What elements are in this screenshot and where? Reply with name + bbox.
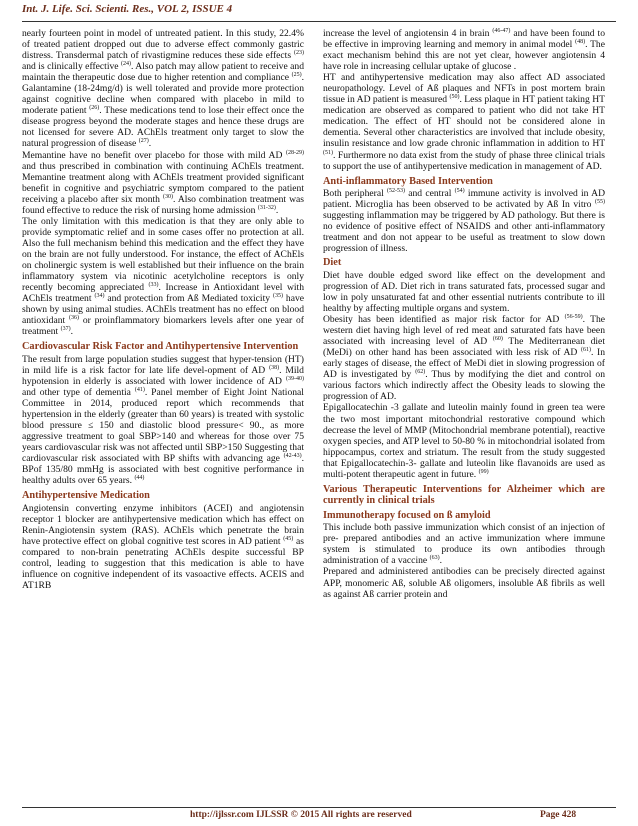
paragraph: increase the level of angiotensin 4 in brain $^{(46-47)}$ and have been found to be effective in improving learning and memory in animal model $^{(48)}$. The exact mechanism behind this are not yet clear, however angiotensin 4 have role in increasing cellular uptake of glucose . (323, 28, 605, 73)
section-heading-diet: Diet (323, 257, 342, 269)
footer-text: http://ijlssr.com IJLSSR © 2015 All rights are reserved (190, 810, 412, 820)
paragraph: The result from large population studies suggest that hyper-tension (HT) in mild life is a risk factor for late life devel-opment of AD $^{(38)}$. Mild hypotension in elderly is associated with lower incidence of AD $^{(39-40)}$ and other type of dementia $^{(41)}$. Panel member of Eight Joint National Committee in 2014, produced report which recommends that hypertension in the elderly (greater than 60 years) is treated with systolic blood pressure ≤ 150 and diastolic blood pressure< 90., as more aggressive treatment to goal SBP>140 and whereas for those over 75 years cardiovascular risk was not affected until SBP>150 Suggesting that cardiovascular risk associated with BP shifts with advancing age $^{(42-43)}$. BPof 135/80 mmHg is associated with best cognitive performance in healthy adults over 65 years. $^{(44)}$ (22, 353, 305, 487)
paragraph: HT and antihypertensive medication may also affect AD associated neuropathology. Level of Aß plaques and NFTs in post mortem brain tissue in AD patient is measured $^{(50)}$. Less plaque in HT patient taking HT medication are observed as compared to patient who did not take HT medication. The effect of HT should not be considered alone in dementia. Several other characteristics are involved that include obesity, insulin resistance and low grade chronic inflammation in addition to HT $^{(51)}$. Furthermore no data exist from the study of phase three clinical trials to support the use of antihypertensive medication in management of AD. (323, 72, 605, 172)
paragraph: Angiotensin converting enzyme inhibitors (ACEI) and angiotensin receptor 1 blocker are antihypertensive medication which has effect on Renin-Angiotensin system (RAS). AChEls which penetrate the brain have protective effect on global cognitive test scores in AD patient $^{(45)}$ as compared to non-brain penetrating AChEls despite successful BP control, leading to suggestion that this medication is able to have influence on cognitive independent of its vasoactive effects. ACEIS and AT1RB (22, 502, 304, 592)
paragraph: Epigallocatechin -3 gallate and luteolin mainly found in green tea were the two most important mitochondrial restorative compound which decrease the level of MMP (Mitochondrial membrane potential), reactive oxygen species, and ATP level to 50-80 % in mitochondrial isolated from hippocampus, cortex and striatum. The result from the study suggested that Epigallocatechin-3- gallate and luteolin like flavanoids are used as multi-potent therapeutic agent in future. $^{(99)}$ (323, 402, 605, 480)
section-heading-antihypertensive: Antihypertensive Medication (22, 490, 150, 502)
left-column (22, 28, 304, 591)
paragraph: Both peripheral $^{(52-53)}$ and central $^{(54)}$ immune activity is involved in AD patient. Microglia has been observed to be activated by Aß In vitro $^{(55)}$ suggesting inflammation may be triggered by AD pathology. But there is no evidence of positive effect of NSAIDS and other anti-inflammatory treatment and don not appear to be useful as treatment to slow down progression of illness. (323, 188, 606, 255)
paragraph: This include both passive immunization which consist of an injection of pre- prepared antibodies and an active immunization where immune system is stimulated to produce its own antibodies through administration of a vaccine $^{(63)}$. (323, 522, 605, 567)
footer-rule (22, 807, 616, 808)
paragraph: Diet have double edged sword like effect on the development and progression of AD. Diet rich in trans saturated fats, processed sugar and low in poly unsaturated fat and other essential nutrients contribute to ill healthy by affecting multiple organs and system. (323, 269, 605, 315)
page-number: Page 428 (540, 810, 577, 820)
paragraph: The only limitation with this medication is that they are only able to provide symptomatic relief and in some cases offer no protection at all. Also the full mechanism behind this medication and the effect they have on the brain are not fully understood. For instance, the effect of AChEls on cholinergic system is well established but their influence on the brain inflammatory system via nicotinic acetylcholine receptors is only recently becoming appreciated $^{(33)}$. Increase in Antioxidant level with AChEls treatment $^{(34)}$ and protection from Aß Mediated toxicity $^{(35)}$ have shown by using animal studies. AChEls treatment has no effect on blood antioxidant $^{(36)}$ or proinflammatory biomarkers levels after one year of treatment $^{(37)}$. (22, 215, 305, 338)
paragraph: Prepared and administered antibodies can be precisely directed against APP, monomeric Aß, soluble Aß oligomers, insoluble Aß fibrils as well as against Aß carrier protein and (323, 566, 605, 600)
section-heading-immunotherapy: Immunotherapy focused on ß amyloid (323, 509, 491, 521)
paragraph: Obesity has been identified as major risk factor for AD $^{(56-59)}$. The western diet having high level of red meat and saturated fats have been associated with increasing level of AD $^{(60)}$ The Mediterranean diet (MeDi) on other hand has been associated with less risk of AD $^{(61)}$. In early stages of disease, the effect of MeDi diet in slowing progression of AD is investigated by $^{(62)}$. Thus by modifying the diet and control on various factors which indirectly affect the Obesity leads to slowing the progression of AD. (323, 314, 606, 403)
header-rule (22, 21, 616, 22)
section-heading-anti-inflammatory: Anti-inflammatory Based Intervention (323, 175, 493, 187)
paragraph: Memantine have no benefit over placebo for those with mild AD $^{(28-29)}$ and thus prescribed in combination with continuing AChEls treatment. Memantine treatment along with AChEls treatment provided significant benefit in cognitive and psychiatric symptom compared to the patient receiving a placebo after six month $^{(30)}$. Also combination treatment was found effective to reduce the risk of nursing home admission $^{(31-32)}$. (22, 149, 304, 216)
paragraph: nearly fourteen point in model of untreated patient. In this study, 22.4% of treated patient dropped out due to adverse effect commonly gastric distress. Transdermal patch of rivastigmine reduces these side effects $^{(23)}$ and is clinically effective $^{(24)}$. Also patch may allow patient to receive and maintain the therapeutic dose due to higher retention and compliance $^{(25)}$. Galantamine (18-24mg/d) is well tolerated and provide more protection against cognitive decline when compared with placebo in mild to moderate patient $^{(26)}$. These medications tend to lose their effect once the disease progress beyond the moderate stages and hence these drugs are not licensed for severe AD. AChEls treatment only target to slow the natural progression of disease $^{(27)}$. (22, 28, 304, 150)
section-heading-cardiovascular: Cardiovascular Risk Factor and Antihypertensive Intervention (22, 341, 299, 353)
section-heading-various-interventions: Various Therapeutic Interventions for Alzheimer which are currently in clinical trials (323, 483, 605, 507)
right-column (323, 28, 605, 600)
journal-header: Int. J. Life. Sci. Scienti. Res., VOL 2, ISSUE 4 (22, 3, 233, 15)
